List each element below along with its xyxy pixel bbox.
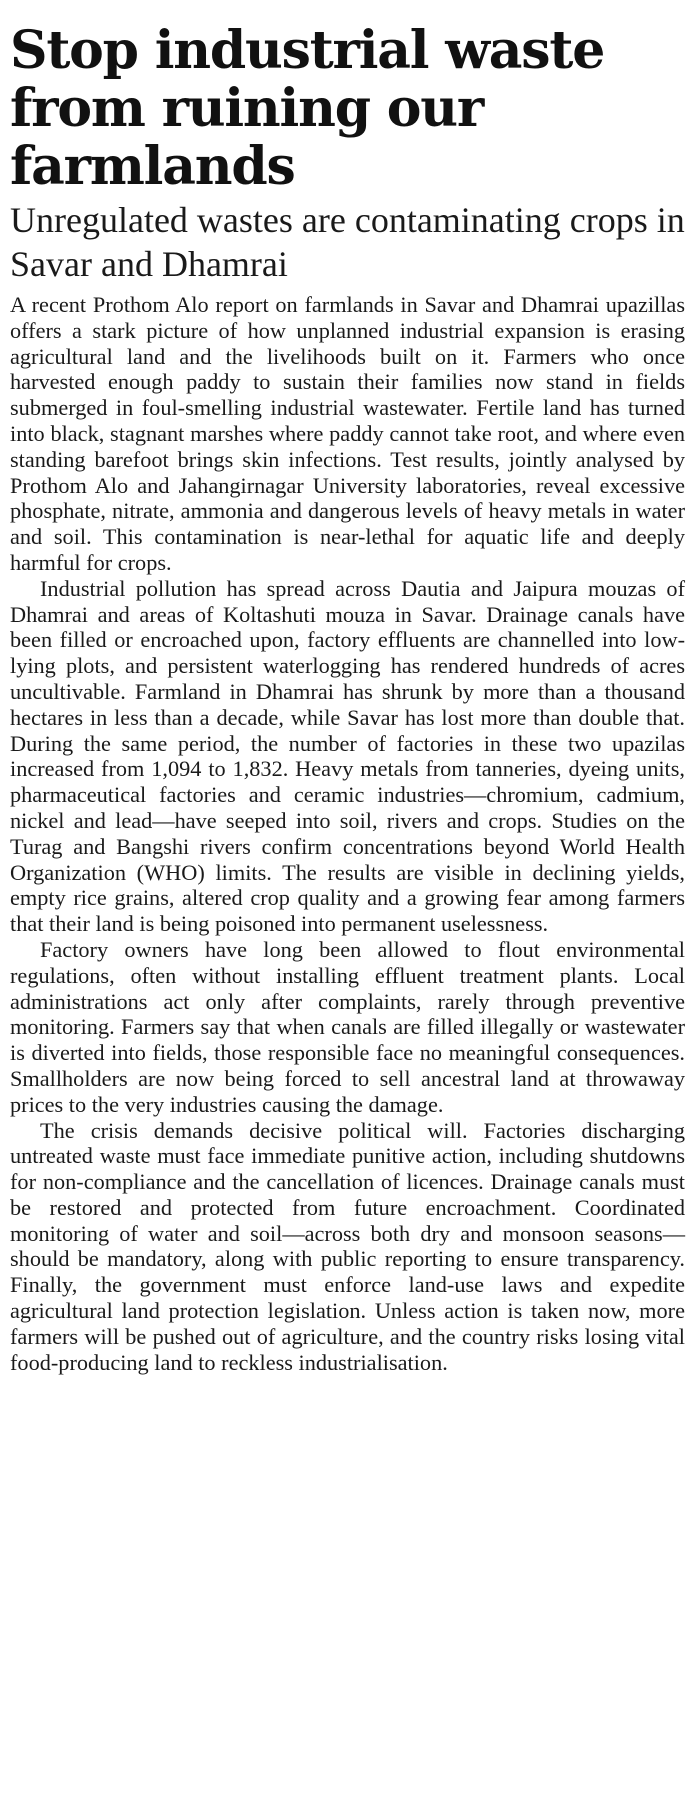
article-paragraph-4: The crisis demands decisive political will. Factories discharging untreated waste must face immediate punitive action, including shutdowns for non-compliance and the cancellation of licences. Drainage canals must be restored and protected from future encroachment. Coordinated monitoring of water and soil—across both dry and monsoon seasons—should be mandatory, along with public reporting to ensure transparency. Finally, the government must enforce land-use laws and expedite agricultural land protection legislation. Unless action is taken now, more farmers will be pushed out of agriculture, and the country risks losing vital food-producing land to reckless industrialisation. xyxy=(10,1117,685,1375)
article-paragraph-3: Factory owners have long been allowed to flout environmental regulations, often without installing effluent treatment plants. Local administrations act only after complaints, rarely through preventive monitoring. Farmers say that when canals are filled illegally or wastewater is diverted into fields, those responsible face no meaningful consequences. Smallholders are now being forced to sell ancestral land at throwaway prices to the very industries causing the damage. xyxy=(10,936,685,1117)
headline: Stop industrial waste from ruining our farmlands xyxy=(10,20,605,197)
subheadline: Unregulated wastes are contaminating crops in Savar and Dhamrai xyxy=(10,200,685,284)
article-paragraph-2: Industrial pollution has spread across Dautia and Jaipura mouzas of Dhamrai and areas of Koltashuti mouza in Savar. Drainage canals have been filled or encroached upon, factory effluents are channelled into low-lying plots, and persistent waterlogging has rendered hundreds of acres uncultivable. Farmland in Dhamrai has shrunk by more than a thousand hectares in less than a decade, while Savar has lost more than double that. During the same period, the number of factories in these two upazilas increased from 1,094 to 1,832. Heavy metals from tanneries, dyeing units, pharmaceutical factories and ceramic industries—chromium, cadmium, nickel and lead—have seeped into soil, rivers and crops. Studies on the Turag and Bangshi rivers confirm concentrations beyond World Health Organization (WHO) limits. The results are visible in declining yields, empty rice grains, altered crop quality and a growing fear among farmers that their land is being poisoned into permanent uselessness. xyxy=(10,575,685,937)
editorial-page xyxy=(10,22,685,1375)
article-body xyxy=(10,292,685,1375)
article-paragraph-1: A recent Prothom Alo report on farmlands in Savar and Dhamrai upazillas offers a stark picture of how unplanned industrial expansion is erasing agricultural land and the livelihoods built on it. Farmers who once harvested enough paddy to sustain their families now stand in fields submerged in foul-smelling industrial wastewater. Fertile land has turned into black, stagnant marshes where paddy cannot take root, and where even standing barefoot brings skin infections. Test results, jointly analysed by Prothom Alo and Jahangirnagar University laboratories, reveal excessive phosphate, nitrate, ammonia and dangerous levels of heavy metals in water and soil. This contamination is near-lethal for aquatic life and deeply harmful for crops. xyxy=(10,292,685,575)
